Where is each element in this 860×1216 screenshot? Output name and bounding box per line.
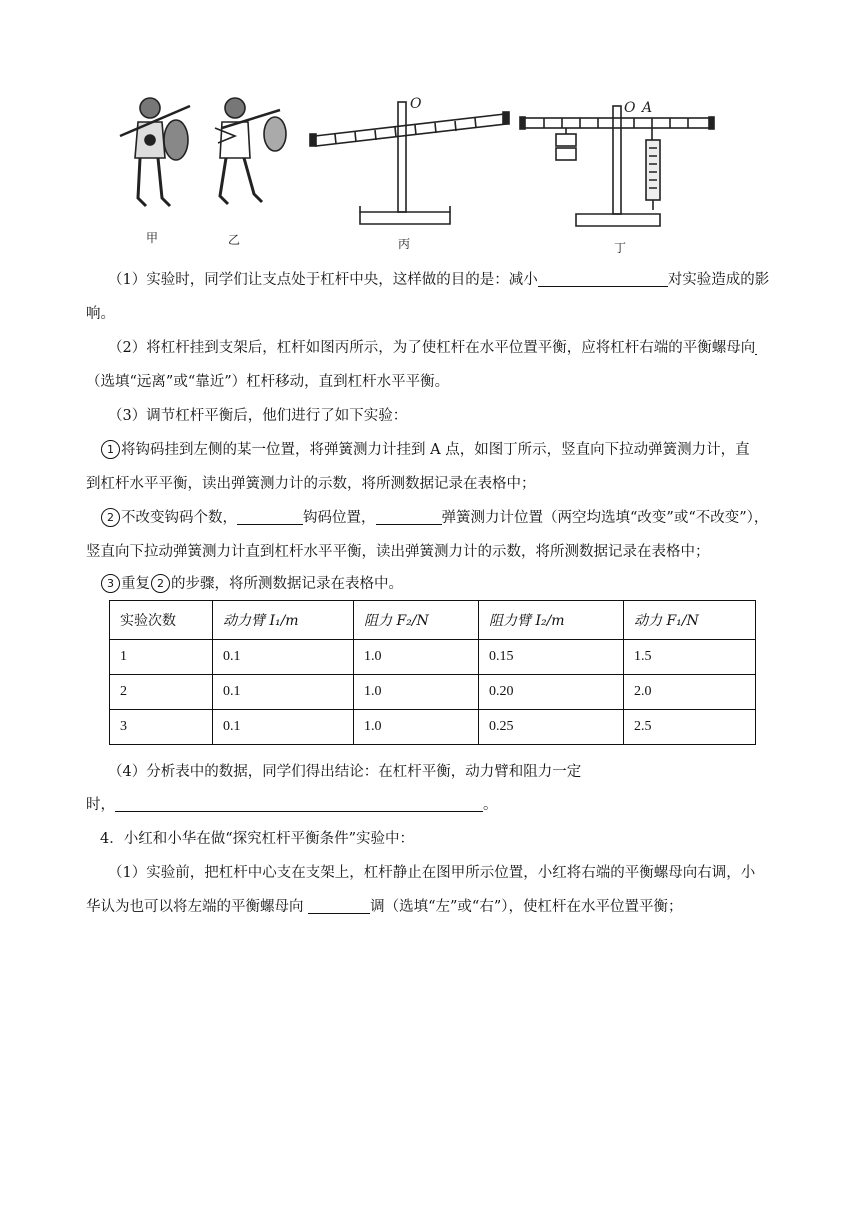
problem4-title: 4．小红和小华在做“探究杠杆平衡条件”实验中：: [100, 831, 415, 847]
step2-number: 2: [101, 508, 120, 527]
q2-line2: （选填“远离”或“靠近”）杠杆移动，直到杠杆水平平衡。: [86, 374, 450, 390]
step1-number: 1: [101, 440, 120, 459]
problem4-line2: [86, 891, 776, 923]
step2-text-c: 弹簧测力计位置（两空均选填“改变”或“不改变”），: [441, 510, 769, 526]
step1-text: 将钩码挂到左侧的某一位置，将弹簧测力计挂到 A 点，如图丁所示，竖直向下拉动弹簧测力计，直: [121, 442, 750, 458]
experiment-figure: [110, 88, 730, 260]
figure-yi-person: [215, 98, 286, 204]
step2-text-a: 不改变钩码个数，: [121, 510, 237, 526]
table-row: [110, 675, 756, 710]
table-cell: 0.1: [213, 710, 354, 745]
q2-line1: [108, 332, 798, 364]
table-header-cell: 实验次数: [110, 601, 213, 640]
table-row: [110, 710, 756, 745]
q4-blank[interactable]: [115, 793, 483, 812]
table-cell: 3: [110, 710, 213, 745]
step3-text-b: 的步骤，将所测数据记录在表格中。: [171, 576, 403, 592]
table-cell: 0.25: [479, 710, 624, 745]
q1-line2: 响。: [86, 306, 115, 322]
table-cell: 0.15: [479, 640, 624, 675]
problem4-text-b: 调（选填“左”或“右”），使杠杆在水平位置平衡；: [370, 899, 683, 915]
q3-step2-line2: 竖直向下拉动弹簧测力计直到杠杆水平平衡，读出弹簧测力计的示数，将所测数据记录在表格中；: [86, 544, 710, 560]
q2-text: （2）将杠杆挂到支架后，杠杆如图丙所示，为了使杠杆在水平位置平衡，应将杠杆右端的平衡螺母向: [108, 340, 756, 356]
q1-text-a: （1）实验时，同学们让支点处于杠杆中央，这样做的目的是：减小: [108, 272, 538, 288]
q3-step1-line1: [100, 434, 790, 466]
step2-text-b: 钩码位置，: [303, 510, 376, 526]
figure-drawing: [110, 88, 730, 260]
step3-number: 3: [101, 574, 120, 593]
problem4-text-a: 华认为也可以将左端的平衡螺母向: [86, 899, 309, 915]
table-header-cell: 动力 F₁/N: [624, 601, 756, 640]
step2-blank-2[interactable]: [376, 506, 442, 525]
table-cell: 0.1: [213, 675, 354, 710]
table-header-row: [110, 601, 756, 640]
table-cell: 2.5: [624, 710, 756, 745]
table-cell: 1.0: [354, 710, 479, 745]
problem4-line1: （1）实验前，把杠杆中心支在支架上，杠杆静止在图甲所示位置，小红将右端的平衡螺母向右调，小: [108, 865, 756, 881]
figure-jia-person: [120, 98, 190, 206]
table-cell: 2.0: [624, 675, 756, 710]
q4-text-b: 。: [483, 797, 498, 813]
figure-label-yi: 乙: [228, 233, 241, 247]
q1-blank[interactable]: [538, 268, 668, 287]
q1-line1: [108, 264, 798, 296]
table-cell: 0.20: [479, 675, 624, 710]
q3-step1-line2: 到杠杆水平平衡，读出弹簧测力计的示数，将所测数据记录在表格中；: [86, 476, 536, 492]
q4-text-a: 时，: [86, 797, 115, 813]
table-cell: 0.1: [213, 640, 354, 675]
q1-text-b: 对实验造成的影: [667, 272, 770, 288]
figure-ding-pivot: O: [624, 100, 636, 116]
step2-blank-1[interactable]: [237, 506, 303, 525]
q3-intro: （3）调节杠杆平衡后，他们进行了如下实验：: [108, 408, 408, 424]
q3-step3: [100, 568, 790, 600]
table-cell: 1.5: [624, 640, 756, 675]
figure-label-bing: 丙: [398, 237, 411, 251]
figure-bing-pivot: O: [410, 96, 422, 112]
figure-ding-point-a: A: [642, 100, 653, 116]
q2-blank[interactable]: [755, 336, 757, 355]
q4-line1: （4）分析表中的数据，同学们得出结论：在杠杆平衡，动力臂和阻力一定: [108, 764, 582, 780]
q3-step2-line1: [100, 502, 790, 534]
table-header-cell: 动力臂 I₁/m: [213, 601, 354, 640]
step3-ref: 2: [151, 574, 170, 593]
table-cell: 1: [110, 640, 213, 675]
table-cell: 1.0: [354, 675, 479, 710]
data-table: [109, 600, 756, 745]
table-header-cell: 阻力臂 I₂/m: [479, 601, 624, 640]
problem4-blank[interactable]: [308, 895, 370, 914]
table-cell: 1.0: [354, 640, 479, 675]
q4-line2: [86, 789, 776, 821]
figure-ding-lever: [520, 106, 714, 226]
step3-text-a: 重复: [121, 576, 150, 592]
figure-label-jia: 甲: [146, 231, 159, 245]
figure-bing-lever: [310, 102, 509, 224]
table-row: [110, 640, 756, 675]
table-header-cell: 阻力 F₂/N: [354, 601, 479, 640]
figure-label-ding: 丁: [614, 241, 627, 255]
table-cell: 2: [110, 675, 213, 710]
